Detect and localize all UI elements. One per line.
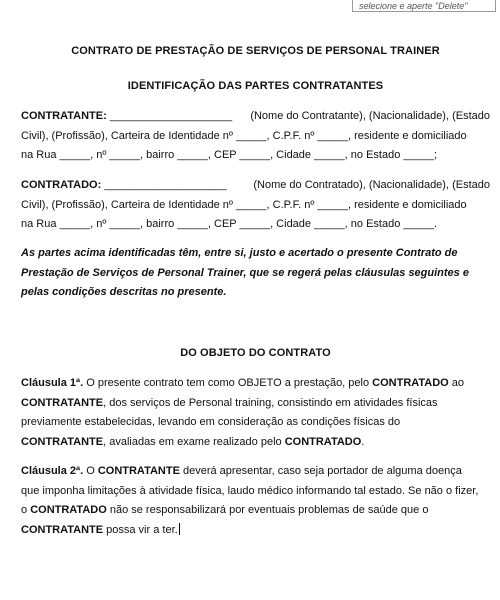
contratado-line-3: na Rua _____, nº _____, bairro _____, CEP _____, Cidade _____, no Estado _____. bbox=[21, 218, 438, 231]
clause-2-paragraph bbox=[21, 462, 490, 540]
intro-line-2: Prestação de Serviços de Personal Trainer, que se regerá pelas cláusulas seguintes e bbox=[21, 266, 469, 279]
intro-line-3: pelas condições descritas no presente. bbox=[21, 286, 227, 299]
clause-1-line-2: CONTRATANTE, dos serviços de Personal training, consistindo em atividades físicas bbox=[21, 396, 438, 409]
section-title-object: DO OBJETO DO CONTRATO bbox=[180, 347, 331, 359]
contratante-line-2: Civil), (Profissão), Carteira de Identidade nº _____, C.P.F. nº _____, residente e domiciliado bbox=[21, 129, 467, 142]
contratado-paragraph bbox=[21, 176, 490, 235]
contratado-line-1: CONTRATADO: ____________________ (Nome do Contratado), (Nacionalidade), (Estado bbox=[21, 179, 490, 191]
delete-hint-box: selecione e aperte "Delete" bbox=[352, 0, 496, 12]
contratado-line-2: Civil), (Profissão), Carteira de Identidade nº _____, C.P.F. nº _____, residente e domiciliado bbox=[21, 198, 467, 211]
clause-1-paragraph bbox=[21, 374, 490, 452]
clause-2-line-3: o CONTRATADO não se responsabilizará por eventuais problemas de saúde que o bbox=[21, 504, 429, 517]
section-title-parties: IDENTIFICAÇÃO DAS PARTES CONTRATANTES bbox=[127, 80, 384, 92]
document-title: CONTRATO DE PRESTAÇÃO DE SERVIÇOS DE PERSONAL TRAINER bbox=[71, 45, 440, 57]
text-cursor bbox=[179, 523, 180, 535]
contratante-line-1: CONTRATANTE: ____________________ (Nome do Contratante), (Nacionalidade), (Estado bbox=[21, 110, 490, 122]
contratante-paragraph bbox=[21, 107, 490, 166]
intro-paragraph bbox=[21, 244, 490, 303]
clause-2-line-1: Cláusula 2ª. O CONTRATANTE deverá apresentar, caso seja portador de alguma doença bbox=[21, 465, 462, 477]
clause-1-line-4: CONTRATANTE, avaliadas em exame realizado pelo CONTRATADO. bbox=[21, 435, 365, 448]
clause-1-line-3: previamente estabelecidas, levando em consideração as condições físicas do bbox=[21, 416, 401, 429]
clause-1-line-1: Cláusula 1ª. O presente contrato tem como OBJETO a prestação, pelo CONTRATADO ao bbox=[21, 377, 465, 389]
clause-2-line-4: CONTRATANTE possa vir a ter. bbox=[21, 523, 178, 536]
contratante-line-3: na Rua _____, nº _____, bairro _____, CEP _____, Cidade _____, no Estado _____; bbox=[21, 149, 438, 162]
clause-2-line-2: que imponha limitações à atividade física, laudo médico informando tal estado. Se não o fizer, bbox=[21, 484, 479, 497]
intro-line-1: As partes acima identificadas têm, entre si, justo e acertado o presente Contrato de bbox=[21, 247, 458, 259]
